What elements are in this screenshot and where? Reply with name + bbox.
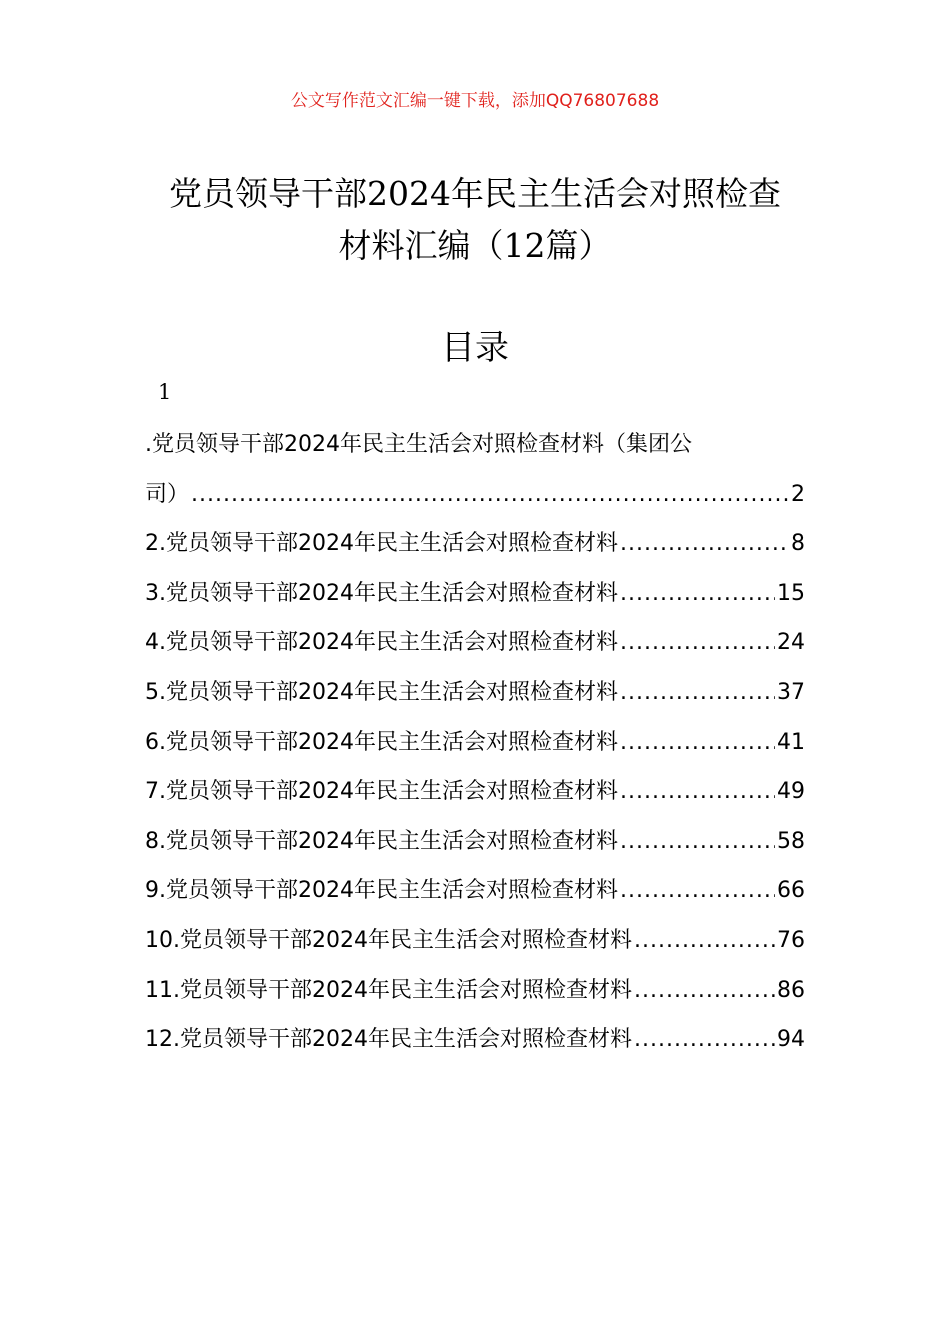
toc-page-number: 15 [777, 580, 805, 606]
toc-dot-leader [620, 668, 775, 718]
toc-entry[interactable] [145, 718, 805, 768]
toc-entry-label: 5.党员领导干部2024年民主生活会对照检查材料 [145, 679, 618, 705]
toc-entry[interactable] [145, 817, 805, 867]
toc-entry[interactable] [145, 569, 805, 619]
toc-dot-leader [634, 916, 775, 966]
toc-heading: 目录 [441, 328, 509, 368]
toc-dot-leader [634, 1015, 775, 1065]
toc-page-number: 76 [777, 927, 805, 953]
toc-dot-leader [620, 817, 775, 867]
toc-dot-leader [620, 718, 775, 768]
toc-dot-leader [620, 866, 775, 916]
toc-page-number: 49 [777, 779, 805, 805]
toc-entry[interactable] [145, 1015, 805, 1065]
toc-entry[interactable] [145, 866, 805, 916]
toc-entry-label: 8.党员领导干部2024年民主生活会对照检查材料 [145, 828, 618, 854]
toc-entry[interactable] [145, 618, 805, 668]
table-of-contents [145, 420, 805, 1065]
toc-first-entry-number: 1 [158, 380, 172, 404]
toc-entry-label: 司） [145, 481, 190, 507]
toc-entry[interactable] [145, 767, 805, 817]
toc-dot-leader [620, 569, 775, 619]
toc-entry-label: 7.党员领导干部2024年民主生活会对照检查材料 [145, 779, 618, 805]
toc-entry-list [145, 519, 805, 1065]
toc-entry-label: 2.党员领导干部2024年民主生活会对照检查材料 [145, 531, 618, 557]
toc-entry-label: 3.党员领导干部2024年民主生活会对照检查材料 [145, 580, 618, 606]
toc-entry-label: 11.党员领导干部2024年民主生活会对照检查材料 [145, 977, 632, 1003]
toc-entry[interactable] [145, 916, 805, 966]
toc-page-number: 41 [777, 729, 805, 755]
toc-page-number: 86 [777, 977, 805, 1003]
header-promo-note: 公文写作范文汇编一键下载，添加QQ76807688 [290, 91, 660, 111]
toc-entry-label: 10.党员领导干部2024年民主生活会对照检查材料 [145, 927, 632, 953]
toc-page-number: 58 [777, 828, 805, 854]
toc-entry-label: 4.党员领导干部2024年民主生活会对照检查材料 [145, 630, 618, 656]
toc-page-number: 2 [791, 481, 805, 507]
toc-page-number: 66 [777, 878, 805, 904]
toc-entry[interactable] [145, 519, 805, 569]
toc-page-number: 24 [777, 630, 805, 656]
toc-entry-1-line-1[interactable] [145, 420, 805, 470]
toc-entry-1-line-2[interactable] [145, 470, 805, 520]
toc-dot-leader [620, 618, 775, 668]
document-title-line-2: 材料汇编（12篇） [338, 226, 612, 265]
toc-entry-label: 6.党员领导干部2024年民主生活会对照检查材料 [145, 729, 618, 755]
toc-page-number: 8 [791, 531, 805, 557]
toc-entry-label: .党员领导干部2024年民主生活会对照检查材料（集团公 [145, 432, 692, 457]
toc-entry[interactable] [145, 966, 805, 1016]
toc-dot-leader [620, 767, 775, 817]
toc-entry-label: 9.党员领导干部2024年民主生活会对照检查材料 [145, 878, 618, 904]
toc-dot-leader [620, 519, 789, 569]
document-title [100, 168, 850, 272]
toc-dot-leader [191, 470, 789, 520]
toc-dot-leader [634, 966, 775, 1016]
toc-entry-label: 12.党员领导干部2024年民主生活会对照检查材料 [145, 1027, 632, 1053]
toc-entry[interactable] [145, 668, 805, 718]
toc-page-number: 37 [777, 679, 805, 705]
document-title-line-1: 党员领导干部2024年民主生活会对照检查 [169, 174, 781, 213]
toc-page-number: 94 [777, 1027, 805, 1053]
